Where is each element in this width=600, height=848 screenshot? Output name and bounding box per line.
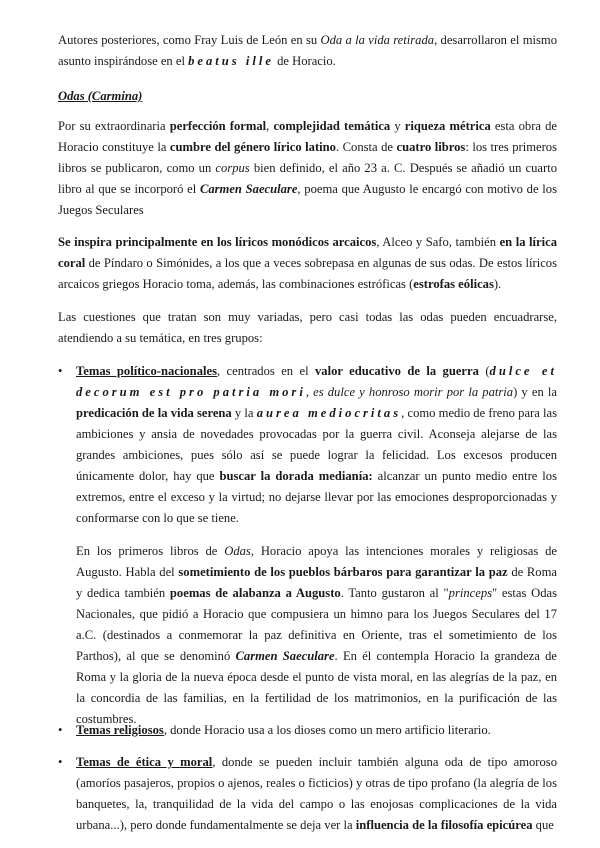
text: y la: [231, 406, 257, 420]
text: de Píndaro o Simónides, a los que a veces sobrepasa en algunas de sus odas. De estos líricos arcaicos griegos Horacio toma, además, las combinaciones estróficas (: [58, 256, 557, 291]
list-item-religiosos: [58, 720, 557, 741]
underlined-term: Temas político-nacionales: [76, 364, 217, 378]
text: , donde Horacio usa a los dioses como un mero artificio literario.: [163, 723, 491, 737]
text: , centrados en el: [216, 364, 315, 378]
text: ,: [266, 119, 274, 133]
latin-phrase: aurea mediocritas: [256, 406, 402, 420]
bold-term: Se inspira principalmente en los líricos monódicos arcaicos: [58, 235, 377, 249]
text: ).: [493, 277, 502, 291]
bullet-icon: •: [58, 723, 63, 737]
text: . Tanto gustaron al ": [340, 586, 449, 600]
bold-term: buscar la dorada medianía:: [219, 469, 373, 483]
text: ,: [305, 385, 314, 399]
theme-list-3: [58, 752, 557, 836]
text: , como medio de freno para las ambiciones y ansia de novedades provocadas por la guerra civil. Aconseja alejarse de las grandes ambiciones, pues sólo así se puede lograr la felicidad. Los excesos producen únicamente dolor, hay que: [76, 406, 557, 483]
paragraph-intro: [58, 30, 557, 72]
italic-term: corpus: [215, 161, 250, 175]
bold-term: sometimiento de los pueblos bárbaros para garantizar la paz: [178, 565, 508, 579]
list-item-politico: [58, 361, 557, 529]
paragraph-groups: [58, 307, 557, 349]
italic-title: Oda a la vida retirada: [320, 33, 435, 47]
bullet-icon: •: [58, 755, 63, 769]
text: de Horacio.: [273, 54, 336, 68]
latin-phrase: dulce et decorum est pro patria mori: [76, 364, 558, 399]
text: que: [532, 818, 554, 832]
text: , desarrollaron el mismo asunto inspirándose en el: [58, 33, 557, 68]
underlined-term: Temas de ética y moral: [76, 755, 213, 769]
text: , poema que Augusto le encargó con motivo de los Juegos Seculares: [58, 182, 557, 217]
text: alcanzar un punto medio entre los extremos, entre el exceso y la virtud; no dejarse llevar por las emociones desproporcionadas y conformarse con lo que se tiene.: [76, 469, 558, 525]
text: : los tres primeros libros se publicaron, como un: [58, 140, 557, 175]
text: esta obra de Horacio constituye la: [58, 119, 557, 154]
text: . En él contempla Horacio la grandeza de Roma y la gloria de la nueva época desde el punto de vista moral, en las alegrías de la paz, en la concordia de las familias, en la fertilidad de los matrimonios, en la purificación de las costumbres.: [76, 649, 557, 726]
bold-term: cuatro libros: [396, 140, 466, 154]
text: Horacio apoya las intenciones morales y religiosas de Augusto. Habla del: [76, 544, 557, 579]
section-heading: Odas (Carmina): [58, 89, 143, 103]
paragraph-odas: [58, 116, 557, 221]
theme-list: [58, 361, 557, 529]
bold-term: influencia de la filosofía epicúrea: [355, 818, 533, 832]
paragraph-augusto: [76, 541, 557, 730]
bold-term: en la lírica coral: [58, 235, 557, 270]
text: . Consta de: [335, 140, 397, 154]
list-item-etica: [58, 752, 557, 836]
bold-term: poemas de alabanza a Augusto: [169, 586, 341, 600]
bullet-icon: •: [58, 364, 63, 378]
text: de Roma y dedica también: [76, 565, 557, 600]
italic-translation: es dulce y honroso morir por la patria: [313, 385, 514, 399]
bold-term: predicación de la vida serena: [76, 406, 232, 420]
bold-term: complejidad temática: [273, 119, 391, 133]
bold-term: cumbre del género lírico latino: [169, 140, 336, 154]
theme-list-2: [58, 720, 557, 741]
latin-phrase: beatus ille: [188, 54, 274, 68]
bold-term: valor educativo de la guerra: [315, 364, 479, 378]
text: " estas Odas Nacionales, que pidió a Horacio que compusiera un himno para los Juegos Seculares del 17 a.C. (destinados a conmemorar la paz definitiva en Oriente, tras el sometimiento de los Parthos), al que se denominó: [76, 586, 557, 663]
bold-italic-title: Carmen Saeculare: [235, 649, 335, 663]
bold-term: riqueza métrica: [404, 119, 491, 133]
italic-title: Odas,: [224, 544, 254, 558]
text: ) y en la: [513, 385, 557, 399]
underlined-term: Temas religiosos: [76, 723, 164, 737]
text: bien definido, el año 23 a. C. Después se añadió un cuarto libro al que se incorporó el: [58, 161, 557, 196]
text: Las cuestiones que tratan son muy variadas, pero casi todas las odas pueden encuadrarse, atendiendo a su temática, en tres grupos:: [58, 310, 557, 345]
paragraph-inspiration: [58, 232, 557, 295]
bold-italic-title: Carmen Saeculare: [199, 182, 298, 196]
bold-term: estrofas eólicas: [413, 277, 494, 291]
text: Autores posteriores, como Fray Luis de León en su: [58, 33, 321, 47]
text: (: [478, 364, 490, 378]
text: y: [390, 119, 405, 133]
italic-term: princeps: [448, 586, 493, 600]
text: Por su extraordinaria: [58, 119, 170, 133]
text: , donde se pueden incluir también alguna oda de tipo amoroso (amoríos pasajeros, propios o ajenos, reales o ficticios) y otras de tipo profano (la alegría de los banquetes, la, tranquilidad de la vida del campo o las enojosas complicaciones de la vida urbana...), pero donde fundamentalmente se deja ver la: [76, 755, 557, 832]
text: , Alceo y Safo, también: [376, 235, 500, 249]
bold-term: perfección formal: [169, 119, 267, 133]
text: En los primeros libros de: [76, 544, 225, 558]
